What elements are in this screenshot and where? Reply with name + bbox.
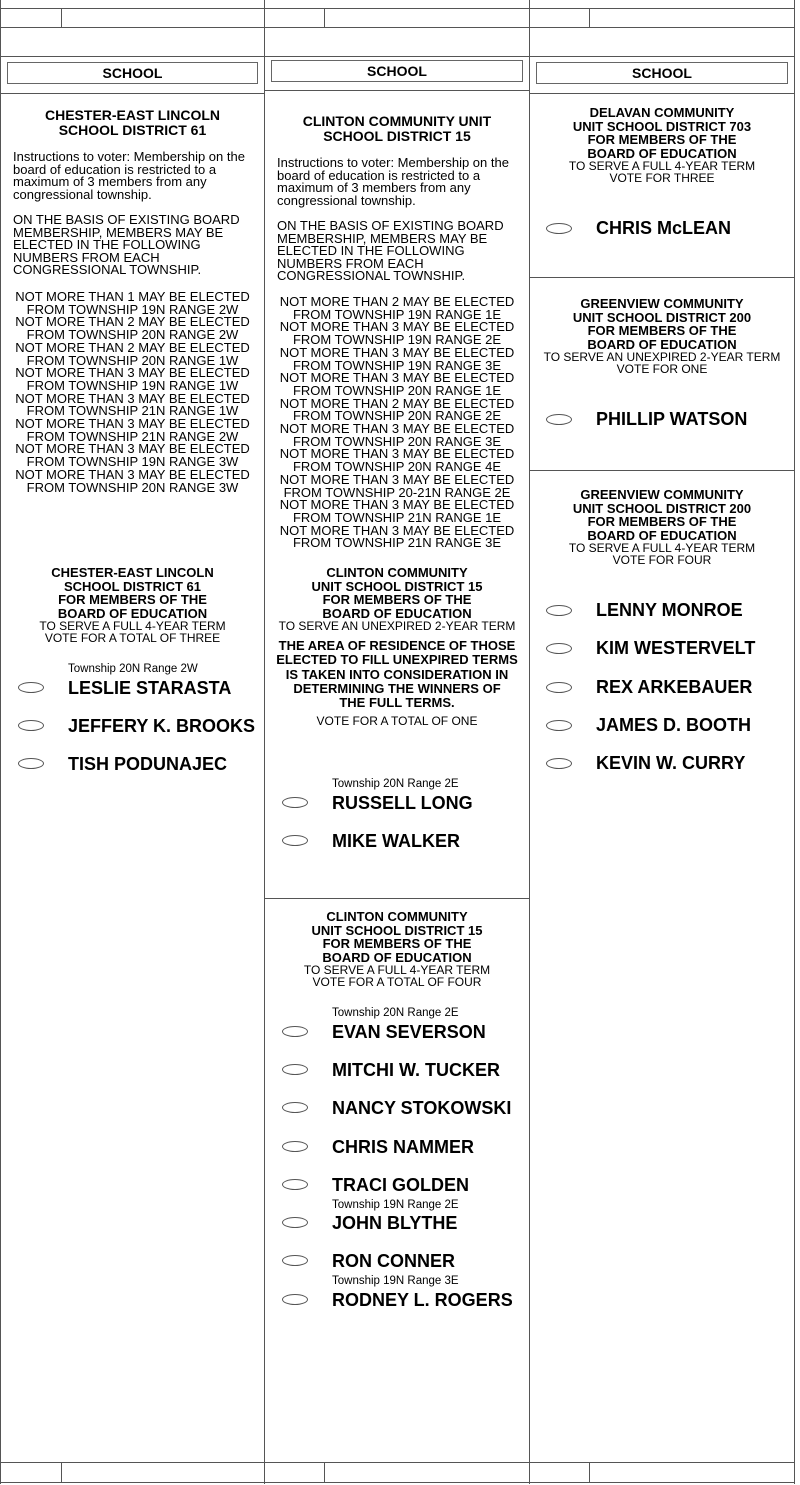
contest-term: TO SERVE A FULL 4-YEAR TERM [303,963,491,977]
vote-oval[interactable] [282,1217,308,1228]
section-rule [1,56,264,57]
contest-title-line: FOR MEMBERS OF THE [322,936,472,951]
limit-line: FROM TOWNSHIP 21N RANGE 1W [26,403,239,419]
contest-term: TO SERVE AN UNEXPIRED 2-YEAR TERM [543,350,781,364]
vote-oval[interactable] [282,1141,308,1152]
limit-line: NOT MORE THAN 3 MAY BE ELECTED [279,497,515,513]
limit-line: FROM TOWNSHIP 21N RANGE 2W [26,428,239,444]
ballot-column-1 [0,0,265,1484]
contest-title-line: BOARD OF EDUCATION [322,949,472,965]
ballot-column-2 [265,0,530,1484]
limit-line: FROM TOWNSHIP 20N RANGE 3W [26,479,239,495]
timing-mark [61,1462,62,1482]
vote-for-instruction: VOTE FOR FOUR [612,553,712,567]
section-rule [265,90,529,91]
vote-oval[interactable] [18,720,44,731]
candidate-name: RODNEY L. ROGERS [332,1290,513,1310]
contest-term: TO SERVE AN UNEXPIRED 2-YEAR TERM [278,619,516,633]
contest-term: TO SERVE A FULL 4-YEAR TERM [39,619,226,633]
candidate-name: MITCHI W. TUCKER [332,1060,500,1080]
limit-line: NOT MORE THAN 3 MAY BE ELECTED [279,319,515,335]
district-title [265,114,529,143]
limit-line: FROM TOWNSHIP 19N RANGE 3W [26,454,239,470]
limit-line: FROM TOWNSHIP 19N RANGE 1W [26,377,239,393]
contest-divider [265,898,529,899]
contest-title-line: UNIT SCHOOL DISTRICT 200 [572,309,752,325]
candidate-name: PHILLIP WATSON [596,409,748,429]
bottom-rule [530,1462,794,1463]
contest-title-line: UNIT SCHOOL DISTRICT 15 [311,578,483,594]
candidate-township-note: Township 20N Range 2E [332,778,459,790]
top-rule [530,27,794,28]
vote-oval[interactable] [546,223,572,234]
top-rule [530,8,794,9]
timing-mark [589,1462,590,1482]
candidate-name: MIKE WALKER [332,831,460,851]
candidate-name: JOHN BLYTHE [332,1213,458,1233]
contest-title-line: FOR MEMBERS OF THE [587,514,737,529]
limit-line: FROM TOWNSHIP 20N RANGE 4E [292,459,502,475]
contest-title-line: GREENVIEW COMMUNITY [580,487,744,502]
limit-line: FROM TOWNSHIP 20N RANGE 2W [26,327,239,343]
limit-line: FROM TOWNSHIP 19N RANGE 3E [292,357,502,373]
contest-title-line: FOR MEMBERS OF THE [322,592,472,607]
vote-oval[interactable] [282,1026,308,1037]
vote-oval[interactable] [282,1255,308,1266]
vote-oval[interactable] [282,797,308,808]
top-rule [265,27,529,28]
vote-oval[interactable] [282,1064,308,1075]
contest-title-line: BOARD OF EDUCATION [57,605,208,621]
limit-line: NOT MORE THAN 1 MAY BE ELECTED [15,289,250,304]
candidate-name: RUSSELL LONG [332,793,473,813]
section-rule [265,56,529,57]
timing-mark [61,8,62,27]
limit-line: NOT MORE THAN 3 MAY BE ELECTED [279,446,515,462]
limit-line: NOT MORE THAN 3 MAY BE ELECTED [279,421,515,437]
candidate-name: JAMES D. BOOTH [596,715,752,735]
vote-for-instruction: VOTE FOR A TOTAL OF FOUR [312,975,482,989]
limit-line: NOT MORE THAN 2 MAY BE ELECTED [15,339,250,355]
contest-title-line: SCHOOL DISTRICT 61 [63,578,201,594]
voter-instructions: Instructions to voter: Membership on the board of education is restricted to a maximum of 3 members from any congressional township. [277,155,509,208]
timing-mark [589,8,590,27]
candidate-name: LENNY MONROE [596,600,743,620]
timing-mark [324,1462,325,1482]
contest-title [265,566,529,632]
top-rule [265,8,529,9]
contest-title-line: UNIT SCHOOL DISTRICT 200 [572,500,752,516]
bottom-rule [530,1482,794,1483]
contest-term: TO SERVE A FULL 4-YEAR TERM [568,159,756,173]
section-header: SCHOOL [7,62,258,84]
notice-line: DETERMINING THE WINNERS OF [293,680,501,696]
contest-title-line: UNIT SCHOOL DISTRICT 703 [572,118,752,134]
district-title-line: CLINTON COMMUNITY UNIT [302,113,492,129]
section-rule [530,56,794,57]
limit-line: NOT MORE THAN 3 MAY BE ELECTED [15,365,250,381]
contest-title-line: CHESTER-EAST LINCOLN [51,565,214,580]
contest-title-line: FOR MEMBERS OF THE [587,132,737,147]
candidate-township-note: Township 19N Range 3E [332,1275,459,1287]
top-rule [1,27,264,28]
candidate-name: TISH PODUNAJEC [68,754,228,774]
candidate-name: CHRIS NAMMER [332,1137,474,1157]
section-rule [530,93,794,94]
vote-oval[interactable] [546,720,572,731]
contest-title-line: BOARD OF EDUCATION [587,336,737,352]
candidate-name: KEVIN W. CURRY [596,753,746,773]
limit-line: FROM TOWNSHIP 20-21N RANGE 2E [283,484,511,500]
contest-term: TO SERVE A FULL 4-YEAR TERM [568,541,756,555]
notice-line: THE FULL TERMS. [339,695,455,711]
contest-title-line: BOARD OF EDUCATION [587,145,737,161]
vote-oval[interactable] [546,643,572,654]
candidate-name: CHRIS McLEAN [596,218,732,238]
vote-oval[interactable] [282,1294,308,1305]
limit-line: FROM TOWNSHIP 19N RANGE 2W [26,301,239,317]
contest-title-line: UNIT SCHOOL DISTRICT 15 [311,922,483,938]
contest-title-line: FOR MEMBERS OF THE [587,323,737,338]
board-basis-text: ON THE BASIS OF EXISTING BOARD MEMBERSHIP, MEMBERS MAY BE ELECTED IN THE FOLLOWING NUMBERS FROM EACH CONGRESSIONAL TOWNSHIP. [277,218,504,284]
contest-title [530,297,794,375]
candidate-township-note: Township 20N Range 2E [332,1007,459,1019]
contest-title [1,566,264,644]
limit-line: NOT MORE THAN 2 MAY BE ELECTED [279,294,515,309]
vote-for-instruction: VOTE FOR ONE [616,362,708,376]
district-title [1,108,264,137]
contest-title-line: BOARD OF EDUCATION [322,605,472,621]
limit-line: NOT MORE THAN 2 MAY BE ELECTED [279,395,515,411]
limit-line: NOT MORE THAN 3 MAY BE ELECTED [15,390,250,406]
candidate-name: LESLIE STARASTA [68,678,232,698]
notice-line: THE AREA OF RESIDENCE OF THOSE [278,638,516,653]
notice-line: IS TAKEN INTO CONSIDERATION IN [285,666,509,682]
limit-line: NOT MORE THAN 3 MAY BE ELECTED [279,471,515,487]
candidate-name: KIM WESTERVELT [596,638,756,658]
contest-title [530,106,794,184]
candidate-name: JEFFERY K. BROOKS [68,716,256,736]
bottom-rule [1,1462,264,1463]
vote-oval[interactable] [282,1179,308,1190]
limit-line: NOT MORE THAN 3 MAY BE ELECTED [15,441,250,457]
limit-line: FROM TOWNSHIP 20N RANGE 2E [292,408,502,424]
district-title-line: SCHOOL DISTRICT 61 [58,121,207,138]
bottom-rule [265,1482,529,1483]
limit-line: FROM TOWNSHIP 21N RANGE 1E [292,509,502,525]
vote-oval[interactable] [18,758,44,769]
limit-line: FROM TOWNSHIP 21N RANGE 3E [292,535,502,551]
vote-oval[interactable] [282,835,308,846]
vote-for-instruction: VOTE FOR A TOTAL OF ONE [316,714,478,728]
notice-line: ELECTED TO FILL UNEXPIRED TERMS [276,652,518,668]
limit-line: NOT MORE THAN 2 MAY BE ELECTED [15,314,250,330]
candidate-name: NANCY STOKOWSKI [332,1098,512,1118]
candidate-township-note: Township 20N Range 2W [68,663,198,675]
limit-line: FROM TOWNSHIP 19N RANGE 2E [292,332,502,348]
vote-oval[interactable] [546,414,572,425]
limit-line: NOT MORE THAN 3 MAY BE ELECTED [15,466,250,482]
section-rule [1,93,264,94]
district-title-line: CHESTER-EAST LINCOLN [45,107,220,123]
residence-notice [271,639,523,710]
vote-for-instruction: VOTE FOR A TOTAL OF THREE [44,631,221,645]
candidate-name: REX ARKEBAUER [596,677,753,697]
voter-instructions: Instructions to voter: Membership on the board of education is restricted to a maximum of 3 members from any congressional township. [13,149,245,202]
bottom-rule [1,1482,264,1483]
timing-mark [324,8,325,27]
vote-oval[interactable] [18,682,44,693]
bottom-rule [265,1462,529,1463]
vote-oval[interactable] [546,605,572,616]
section-header: SCHOOL [271,60,523,82]
vote-oval[interactable] [546,758,572,769]
board-basis-text: ON THE BASIS OF EXISTING BOARD MEMBERSHIP, MEMBERS MAY BE ELECTED IN THE FOLLOWING NUMBERS FROM EACH CONGRESSIONAL TOWNSHIP. [13,212,240,278]
district-title-line: SCHOOL DISTRICT 15 [323,127,471,144]
vote-oval[interactable] [546,682,572,693]
limit-line: FROM TOWNSHIP 20N RANGE 1E [292,382,502,398]
limit-line: FROM TOWNSHIP 20N RANGE 1W [26,352,239,368]
section-header: SCHOOL [536,62,788,84]
contest-title-line: BOARD OF EDUCATION [587,527,737,543]
contest-title-line: FOR MEMBERS OF THE [58,592,207,607]
contest-title-line: DELAVAN COMMUNITY [589,105,735,120]
contest-title [530,488,794,566]
contest-divider [530,470,794,471]
contest-title-line: CLINTON COMMUNITY [326,909,468,924]
limit-line: NOT MORE THAN 3 MAY BE ELECTED [15,416,250,432]
contest-divider [530,277,794,278]
top-rule [1,8,264,9]
vote-oval[interactable] [282,1102,308,1113]
limit-line: FROM TOWNSHIP 19N RANGE 1E [292,306,502,322]
contest-title [265,910,529,988]
limit-line: NOT MORE THAN 3 MAY BE ELECTED [279,344,515,360]
contest-title-line: GREENVIEW COMMUNITY [580,296,744,311]
candidate-name: TRACI GOLDEN [332,1175,469,1195]
limit-line: NOT MORE THAN 3 MAY BE ELECTED [279,522,515,538]
candidate-name: EVAN SEVERSON [332,1022,486,1042]
township-limits [5,291,260,494]
candidate-name: RON CONNER [332,1251,456,1271]
limit-line: FROM TOWNSHIP 20N RANGE 3E [292,433,502,449]
vote-for-instruction: VOTE FOR THREE [609,171,715,185]
candidate-township-note: Township 19N Range 2E [332,1199,459,1211]
ballot-column-3 [530,0,795,1484]
contest-title-line: CLINTON COMMUNITY [326,565,468,580]
limit-line: NOT MORE THAN 3 MAY BE ELECTED [279,370,515,386]
township-limits [269,296,525,550]
